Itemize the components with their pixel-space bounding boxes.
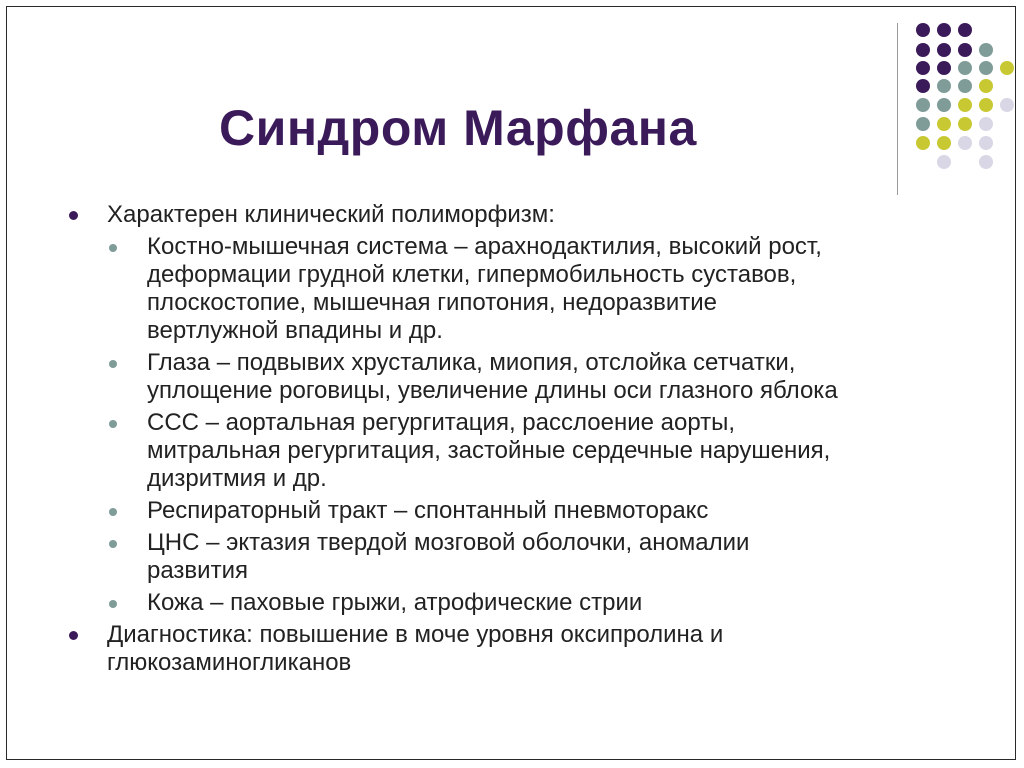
- bullet-dot-icon: [69, 211, 78, 220]
- decor-dot: [916, 23, 930, 37]
- decor-dot: [979, 43, 993, 57]
- decor-dot: [937, 117, 951, 131]
- sub-bullet-skin: [67, 589, 987, 617]
- title-divider-line: [897, 23, 898, 195]
- decor-dot: [916, 61, 930, 75]
- sub-bullet-line: Респираторный тракт – спонтанный пневмоторакс: [147, 497, 709, 524]
- decor-dot: [937, 43, 951, 57]
- sub-bullet-dot-icon: [109, 244, 117, 252]
- sub-bullet-list: [67, 233, 987, 617]
- sub-bullet-respiratory: [67, 497, 987, 525]
- sub-bullet-line: уплощение роговицы, увеличение длины оси глазного яблока: [147, 377, 838, 404]
- decor-dot: [958, 43, 972, 57]
- decor-dot: [916, 117, 930, 131]
- sub-bullet-dot-icon: [109, 360, 117, 368]
- sub-bullet-cns: [67, 529, 987, 585]
- sub-bullet-musculoskeletal: [67, 233, 987, 345]
- sub-bullet-cardiovascular: [67, 409, 987, 493]
- decor-dot: [979, 136, 993, 150]
- sub-bullet-line: дизритмия и др.: [147, 465, 327, 492]
- sub-bullet-line: Кожа – паховые грыжи, атрофические стрии: [147, 589, 643, 616]
- sub-bullet-dot-icon: [109, 420, 117, 428]
- sub-bullet-line: Костно-мышечная система – арахнодактилия, высокий рост,: [147, 233, 822, 260]
- bullet-dot-icon: [69, 631, 78, 640]
- bullet-text-line: Диагностика: повышение в моче уровня оксипролина и: [107, 621, 724, 648]
- decorative-dot-grid: [911, 19, 1021, 179]
- decor-dot: [937, 98, 951, 112]
- slide-content: [67, 201, 987, 677]
- bullet-text-line: глюкозаминогликанов: [107, 649, 352, 676]
- decor-dot: [1000, 61, 1014, 75]
- decor-dot: [916, 43, 930, 57]
- decor-dot: [916, 98, 930, 112]
- dot-grid-graphic: [911, 19, 1021, 179]
- sub-bullet-line: ЦНС – эктазия твердой мозговой оболочки, аномалии: [147, 529, 750, 556]
- decor-dot: [979, 79, 993, 93]
- sub-bullet-line: развития: [147, 557, 248, 584]
- sub-bullet-dot-icon: [109, 540, 117, 548]
- bullet-item-diagnostics: [67, 621, 987, 677]
- sub-bullet-line: деформации грудной клетки, гипермобильность суставов,: [147, 261, 797, 288]
- decor-dot: [916, 79, 930, 93]
- sub-bullet-line: ССС – аортальная регургитация, расслоение аорты,: [147, 409, 736, 436]
- decor-dot: [958, 98, 972, 112]
- decor-dot: [937, 79, 951, 93]
- decor-dot: [958, 117, 972, 131]
- sub-bullet-dot-icon: [109, 508, 117, 516]
- sub-bullet-line: вертлужной впадины и др.: [147, 317, 443, 344]
- decor-dot: [937, 23, 951, 37]
- decor-dot: [937, 155, 951, 169]
- decor-dot: [958, 61, 972, 75]
- slide: [6, 6, 1016, 760]
- decor-dot: [937, 61, 951, 75]
- sub-bullet-line: Глаза – подвывих хрусталика, миопия, отслойка сетчатки,: [147, 349, 796, 376]
- decor-dot: [958, 136, 972, 150]
- decor-dot: [937, 136, 951, 150]
- decor-dot: [958, 23, 972, 37]
- decor-dot: [1000, 98, 1014, 112]
- sub-bullet-line: митральная регургитация, застойные сердечные нарушения,: [147, 437, 831, 464]
- decor-dot: [979, 117, 993, 131]
- bullet-item-clinical-polymorphism: [67, 201, 987, 229]
- decor-dot: [979, 155, 993, 169]
- decor-dot: [979, 98, 993, 112]
- decor-dot: [979, 61, 993, 75]
- decor-dot: [958, 79, 972, 93]
- slide-title: Синдром Марфана: [219, 100, 697, 156]
- decor-dot: [916, 136, 930, 150]
- bullet-text: Характерен клинический полиморфизм:: [107, 201, 555, 228]
- sub-bullet-line: плоскостопие, мышечная гипотония, недоразвитие: [147, 289, 718, 316]
- sub-bullet-eyes: [67, 349, 987, 405]
- sub-bullet-dot-icon: [109, 600, 117, 608]
